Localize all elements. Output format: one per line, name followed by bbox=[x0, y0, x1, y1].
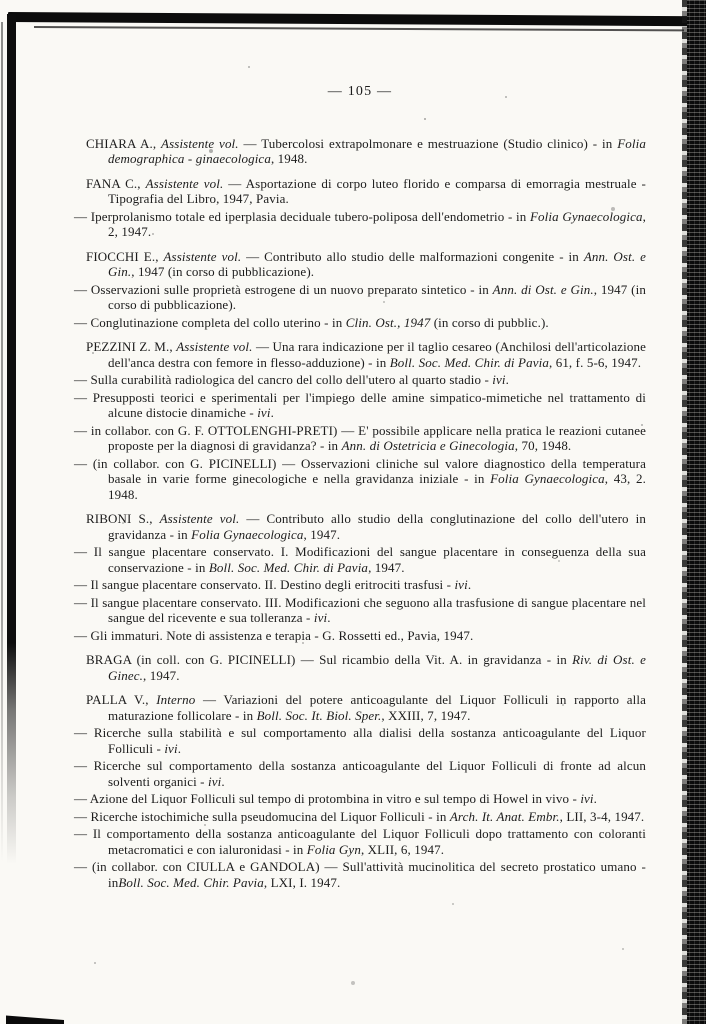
text-segment: — Contributo allo studio della conglutinazione del collo dell'utero in gravidanza - in bbox=[108, 511, 646, 542]
bib-entry bbox=[74, 314, 646, 331]
italic-segment: Folia Gyn bbox=[306, 841, 361, 857]
italic-segment: Assistente vol. bbox=[159, 511, 240, 526]
bib-entry bbox=[74, 372, 646, 388]
bib-entry bbox=[74, 422, 646, 454]
italic-segment: Riv. di Ost. e Ginec. bbox=[108, 652, 646, 683]
bib-entry bbox=[74, 594, 646, 626]
text-segment: — Conglutinazione completa del collo uterino - in bbox=[74, 314, 346, 330]
italic-segment: ivi bbox=[313, 610, 328, 625]
text-segment: FANA C., bbox=[86, 175, 146, 191]
italic-segment: Boll. Soc. Med. Chir. di Pavia bbox=[208, 559, 369, 575]
text-segment: — Azione del Liquor Folliculi sul tempo di protombina in vitro e sul tempo di Howel in vivo - bbox=[74, 791, 581, 806]
text-segment: , XLII, 6, 1947. bbox=[360, 841, 445, 857]
text-segment: — Una rara indicazione per il taglio cesareo (Anchilosi dell'articolazione dell'anca destra con femore in flesso-adduzione) - in bbox=[108, 339, 646, 370]
text-segment: BRAGA (in coll. con G. PICINELLI) — Sul ricambio della Vit. A. in gravidanza - in bbox=[86, 652, 573, 667]
page-content bbox=[74, 84, 646, 890]
italic-segment: Interno bbox=[156, 692, 196, 707]
page-number: — 105 — bbox=[327, 84, 393, 99]
italic-segment: ivi bbox=[454, 577, 468, 592]
bib-entry bbox=[86, 175, 646, 207]
text-segment: , 1947. bbox=[143, 667, 180, 683]
bib-entry bbox=[74, 389, 646, 421]
bib-entry bbox=[74, 627, 646, 644]
text-segment: — (in collabor. con CIULLA e GANDOLA) — Sull'attività mucinolitica del secreto prostatico umano - in bbox=[74, 859, 646, 890]
scan-border-top-thin-line bbox=[34, 26, 684, 31]
italic-segment: ivi bbox=[208, 773, 222, 789]
scan-border-left bbox=[7, 14, 16, 864]
text-segment: . bbox=[177, 740, 182, 756]
italic-segment: Assistente vol. bbox=[161, 135, 239, 151]
text-segment: . bbox=[593, 791, 598, 806]
italic-segment: ivi bbox=[164, 740, 178, 756]
text-segment: , 1947. bbox=[303, 526, 341, 542]
text-segment: , LII, 3-4, 1947. bbox=[559, 808, 645, 824]
bib-entry bbox=[74, 725, 646, 756]
italic-segment: Boll. Soc. Med. Chir. di Pavia bbox=[389, 354, 549, 370]
text-segment: — Gli immaturi. Note di assistenza e terapia - G. Rossetti ed., Pavia, 1947. bbox=[74, 627, 474, 643]
text-segment: — Presupposti teorici e sperimentali per l'impiego delle amine simpatico-mimetiche nel trattamento di alcune distocie dinamiche - bbox=[74, 389, 646, 420]
text-segment: , 43, 2. 1948. bbox=[108, 471, 647, 502]
bib-entry bbox=[86, 652, 646, 683]
text-segment: — Osservazioni sulle proprietà estrogene di un nuovo preparato sintetico - in bbox=[74, 281, 493, 297]
bib-entry bbox=[86, 339, 646, 370]
bib-entry bbox=[74, 455, 647, 503]
text-segment: PEZZINI Z. M., bbox=[86, 339, 177, 354]
text-segment: — Tubercolosi extrapolmonare e mestruazione (Studio clinico) - in bbox=[238, 135, 618, 151]
text-segment: . bbox=[327, 610, 331, 625]
bib-entry bbox=[86, 135, 646, 167]
text-segment: — Variazioni del potere anticoagulante del Liquor Folliculi in rapporto alla maturazione follicolare - in bbox=[108, 692, 646, 723]
bib-entry bbox=[74, 577, 646, 593]
text-segment: — Ricerche sul comportamento della sostanza anticoagulante del Liquor Folliculi di fronte ad alcun solventi organici - bbox=[74, 758, 646, 789]
text-segment: , 1947 (in corso di pubblicazione). bbox=[131, 264, 315, 279]
text-segment: — in collabor. con G. F. OTTOLENGHI-PRETI) — E' possibile applicare nella pratica le reazioni cutanee proposte per la diagnosi di gravidanza? - in bbox=[74, 422, 646, 453]
bib-entry bbox=[74, 808, 646, 825]
text-segment: — Ricerche sulla stabilità e sul comportamento alla dialisi della sostanza anticoagulante del Liquor Folliculi - bbox=[74, 725, 646, 756]
text-segment: (in corso di pubblic.). bbox=[430, 314, 549, 330]
bib-entry bbox=[74, 859, 646, 890]
italic-segment: Ann. Ost. e Gin. bbox=[108, 248, 647, 279]
scan-edge-left-thin-line bbox=[1, 22, 3, 862]
book-spine-shadow-right bbox=[687, 0, 706, 1024]
italic-segment: ivi bbox=[492, 372, 506, 387]
text-segment: — Ricerche istochimiche sulla pseudomucina del Liquor Folliculi - in bbox=[74, 808, 450, 824]
bib-entry bbox=[74, 758, 646, 789]
text-segment: . bbox=[467, 577, 472, 592]
text-segment: . bbox=[270, 405, 274, 420]
italic-segment: ivi bbox=[257, 405, 271, 420]
text-segment: . bbox=[505, 372, 510, 387]
italic-segment: Boll. Soc. It. Biol. Sper. bbox=[256, 707, 382, 723]
text-segment: , 1947. bbox=[368, 559, 405, 575]
italic-segment: ivi bbox=[580, 791, 594, 806]
italic-segment: Clin. Ost., 1947 bbox=[345, 314, 431, 330]
bibliography bbox=[74, 136, 646, 891]
italic-segment: Assistente vol. bbox=[176, 339, 253, 354]
bib-entry bbox=[74, 791, 646, 807]
bib-entry bbox=[86, 511, 646, 542]
italic-segment: Ann. di Ost. e Gin. bbox=[492, 281, 594, 297]
italic-segment: Boll. Soc. Med. Chir. Pavia bbox=[118, 874, 264, 890]
text-segment: — (in collabor. con G. PICINELLI) — Osservazioni cliniche sul valore diagnostico della temperatura basale in varie forme ginecologiche e nella gravidanza iniziale - in bbox=[74, 455, 646, 486]
text-segment: PALLA V., bbox=[86, 692, 157, 707]
text-segment: — Iperprolanismo totale ed iperplasia deciduale tubero-poliposa dell'endometrio - in bbox=[74, 208, 530, 224]
scan-noise-specks bbox=[0, 0, 2, 2]
text-segment: — Il sangue placentare conservato. II. Destino degli eritrociti trasfusi - bbox=[74, 577, 455, 592]
text-segment: — Il sangue placentare conservato. III. Modificazioni che seguono alla trasfusione di sangue placentare nel sangue del ricevente e sua tolleranza - bbox=[74, 594, 646, 625]
text-segment: , LXI, I. 1947. bbox=[263, 874, 341, 890]
scan-border-top bbox=[8, 12, 700, 26]
text-segment: , 61, f. 5-6, 1947. bbox=[548, 354, 642, 370]
bib-entry bbox=[74, 208, 646, 240]
text-segment: . bbox=[221, 773, 225, 789]
bib-entry bbox=[74, 826, 646, 857]
scan-mark-bottom-left bbox=[6, 1014, 64, 1024]
italic-segment: Assistente vol. bbox=[145, 175, 224, 191]
italic-segment: Arch. It. Anat. Embr. bbox=[449, 808, 560, 824]
bib-entry bbox=[74, 281, 646, 313]
text-segment: — Contributo allo studio delle malformazioni congenite - in bbox=[241, 248, 584, 264]
bib-entry bbox=[74, 544, 646, 575]
text-segment: RIBONI S., bbox=[86, 511, 160, 526]
text-segment: FIOCCHI E., bbox=[86, 248, 164, 264]
text-segment: CHIARA A., bbox=[86, 135, 162, 151]
text-segment: , 1948. bbox=[270, 151, 308, 166]
text-segment: , XXIII, 7, 1947. bbox=[381, 707, 471, 723]
text-segment: — Il sangue placentare conservato. I. Modificazioni del sangue placentare in conseguenza della sua conservazione - in bbox=[74, 544, 646, 575]
italic-segment: Folia Gynaecologica bbox=[490, 471, 605, 486]
text-segment: — Il comportamento della sostanza anticoagulante del Liquor Folliculi dopo trattamento con coloranti metacromatici e con ialuronidasi - in bbox=[74, 826, 646, 857]
bib-entry bbox=[86, 248, 647, 280]
text-segment: — Asportazione di corpo luteo florido e comparsa di emorragia mestruale - Tipografia del Libro, 1947, Pavia. bbox=[108, 175, 646, 206]
text-segment: , 70, 1948. bbox=[514, 438, 572, 453]
italic-segment: Folia demographica - ginaecologica bbox=[108, 135, 646, 166]
italic-segment: Assistente vol. bbox=[163, 248, 242, 264]
text-segment: , 2, 1947. bbox=[108, 208, 646, 239]
text-segment: — Sulla curabilità radiologica del cancro del collo dell'utero al quarto stadio - bbox=[74, 372, 493, 387]
bib-entry bbox=[86, 692, 646, 723]
italic-segment: Folia Gynaecologica bbox=[530, 208, 643, 224]
italic-segment: Folia Gynaecologica bbox=[191, 526, 304, 542]
text-segment: , 1947 (in corso di pubblicazione). bbox=[108, 281, 646, 312]
italic-segment: Ann. di Ostetricia e Ginecologia bbox=[341, 438, 515, 453]
